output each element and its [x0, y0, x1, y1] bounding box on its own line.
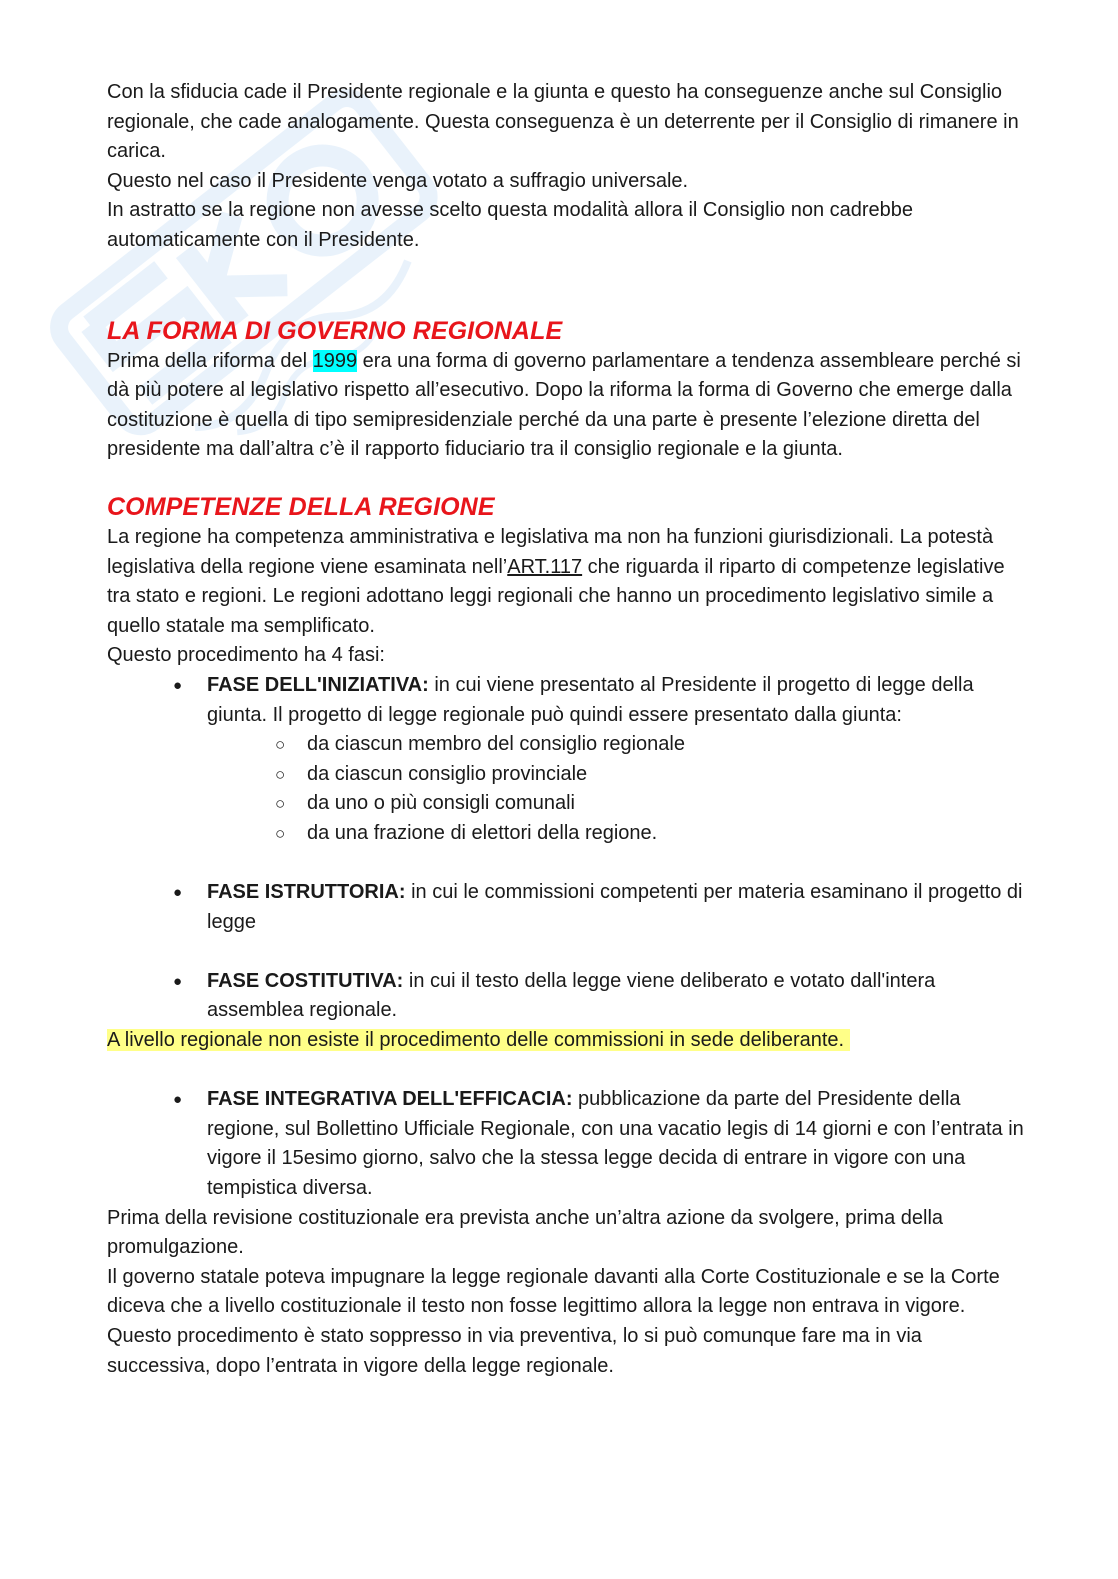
closing-paragraph-2: Il governo statale poteva impugnare la legge regionale davanti alla Corte Costituzionale e se la Corte diceva che a livello costituzionale il testo non fosse legittimo allora la legge non entrava in vigore. Questo procedimento è stato soppresso in via preventiva, lo si può comunque fare ma in via successiva, dopo l’entrata in vigore della legge regionale.	[107, 1265, 1000, 1377]
section-title-competenze: COMPETENZE DELLA REGIONE	[107, 492, 495, 521]
section-title-forma-di-governo: LA FORMA DI GOVERNO REGIONALE	[107, 316, 563, 345]
document-page	[107, 78, 1027, 1381]
highlighted-year: 1999	[312, 349, 358, 372]
highlighted-note: A livello regionale non esiste il procedimento delle commissioni in sede deliberante.	[107, 1026, 1027, 1056]
list-item: ○ da uno o più consigli comunali	[307, 789, 1027, 819]
phase-item-iniziativa: ● FASE DELL'INIZIATIVA: in cui viene presentato al Presidente il progetto di legge della giunta. Il progetto di legge regionale può quindi essere presentato dalla giunta: ○ da ciascun membro del consiglio regionale ○ da ciascun consiglio provinciale ○ da uno o più consigli comunali ○ da una frazione di elettori della regione.	[207, 671, 1027, 849]
intro-paragraph-1: Con la sfiducia cade il Presidente regionale e la giunta e questo ha conseguenze anche sul Consiglio regionale, che cade analogamente. Questa conseguenza è un deterrente per il Consiglio di rimanere in carica.	[107, 81, 1019, 163]
competenze-paragraph: La regione ha competenza amministrativa e legislativa ma non ha funzioni giurisdizionali. La potestà legislativa della regione viene esaminata nell’ART.117 che riguarda il riparto di competenze legislative tra stato e regioni. Le regioni adottano leggi regionali che hanno un procedimento legislativo simile a quello statale ma semplificato.	[107, 525, 1005, 637]
intro-paragraph-3: In astratto se la regione non avesse scelto questa modalità allora il Consiglio non cadrebbe automaticamente con il Presidente.	[107, 199, 914, 251]
phase-item-integrativa: ● FASE INTEGRATIVA DELL'EFFICACIA: pubblicazione da parte del Presidente della regione, sul Bollettino Ufficiale Regionale, con una vacatio legis di 14 giorni e con l’entrata in vigore il 15esimo giorno, salvo che la stessa legge decida di entrare in vigore con una tempistica diversa.	[207, 1085, 1027, 1203]
intro-paragraph-2: Questo nel caso il Presidente venga votato a suffragio universale.	[107, 169, 689, 192]
closing-paragraph-1: Prima della revisione costituzionale era prevista anche un’altra azione da svolgere, prima della promulgazione.	[107, 1206, 944, 1259]
list-item: ○ da ciascun consiglio provinciale	[307, 760, 1027, 790]
phases-intro: Questo procedimento ha 4 fasi:	[107, 644, 385, 667]
art-117-link[interactable]: ART.117	[507, 555, 583, 578]
section-forma-paragraph: Prima della riforma del 1999 era una forma di governo parlamentare a tendenza assembleare perché si dà più potere al legislativo rispetto all’esecutivo. Dopo la riforma la forma di Governo che emerge dalla costituzione è quella di tipo semipresidenziale perché da una parte è presente l’elezione diretta del presidente ma dall’altra c’è il rapporto fiduciario tra il consiglio regionale e la giunta.	[107, 349, 1021, 461]
list-item: ○ da una frazione di elettori della regione.	[307, 819, 1027, 849]
phase-item-costitutiva: ● FASE COSTITUTIVA: in cui il testo della legge viene deliberato e votato dall'intera assemblea regionale.	[207, 967, 1027, 1026]
phase-item-istruttoria: ● FASE ISTRUTTORIA: in cui le commissioni competenti per materia esaminano il progetto di legge	[207, 878, 1027, 937]
proposer-list	[207, 730, 1027, 848]
list-item: ○ da ciascun membro del consiglio regionale	[307, 730, 1027, 760]
phase-list	[107, 671, 1027, 849]
